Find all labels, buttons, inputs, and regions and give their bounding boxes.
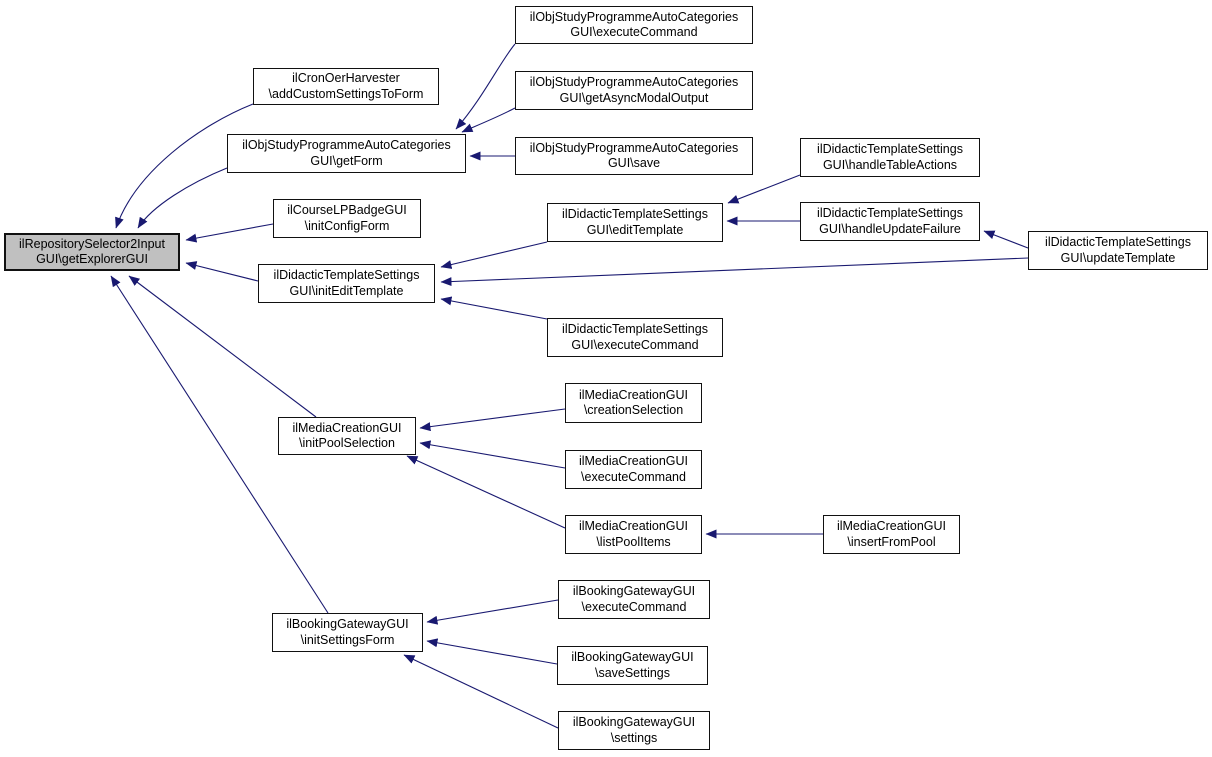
node-dts-executeCommand[interactable] <box>547 318 723 357</box>
node-label-line1: ilBookingGatewayGUI <box>572 715 696 729</box>
node-repo-getExplorerGUI[interactable] <box>4 233 180 271</box>
node-label-line2: GUI\initEditTemplate <box>289 283 404 298</box>
node-label-line1: ilDidacticTemplateSettings <box>562 322 708 336</box>
edge-dts-initEditTemplate-to-repo-getExplorerGUI <box>186 263 258 281</box>
node-bg-saveSettings[interactable] <box>557 646 708 685</box>
node-label-line1: ilObjStudyProgrammeAutoCategories <box>529 9 739 24</box>
node-label-line2: \executeCommand <box>581 469 686 484</box>
node-label-line1: ilObjStudyProgrammeAutoCategories <box>529 75 739 89</box>
node-label-line1: ilMediaCreationGUI <box>292 420 402 435</box>
node-clpb-initConfigForm[interactable] <box>273 199 421 238</box>
node-dts-handleUpdateFailure[interactable] <box>800 202 980 241</box>
node-label-line1: ilMediaCreationGUI <box>578 387 689 402</box>
node-label-line2: GUI\executeCommand <box>571 337 699 352</box>
node-label-line2: GUI\save <box>607 156 661 170</box>
node-label-line1: ilMediaCreationGUI <box>836 519 947 533</box>
node-dts-initEditTemplate[interactable] <box>258 264 435 303</box>
node-label-line2: GUI\updateTemplate <box>1060 250 1176 265</box>
edge-osp-executeCommand-to-osp-getForm <box>456 44 515 129</box>
edge-dts-updateTemplate-to-dts-handleUpdateFailure <box>984 231 1028 248</box>
node-label-line2: GUI\getExplorerGUI <box>36 252 148 266</box>
node-dts-editTemplate[interactable] <box>547 203 723 242</box>
node-bg-settings[interactable] <box>558 711 710 750</box>
node-label-line1: ilDidacticTemplateSettings <box>817 206 963 220</box>
edge-mc-creationSelection-to-mc-initPoolSelection <box>420 409 565 428</box>
edge-bg-settings-to-bg-initSettingsForm <box>404 655 558 728</box>
node-label-line2: GUI\getForm <box>310 153 383 168</box>
node-label-line2: GUI\editTemplate <box>586 222 684 237</box>
node-label-line2: \saveSettings <box>594 665 671 680</box>
node-label-line1: ilDidacticTemplateSettings <box>562 207 708 221</box>
node-label-line1: ilMediaCreationGUI <box>578 519 689 533</box>
node-mc-initPoolSelection[interactable] <box>278 417 416 455</box>
node-label-line1: ilDidacticTemplateSettings <box>1045 235 1191 249</box>
node-mc-listPoolItems[interactable] <box>565 515 702 554</box>
node-osp-getAsyncModalOutput[interactable] <box>515 71 753 110</box>
node-label-line1: ilObjStudyProgrammeAutoCategories <box>242 138 451 152</box>
node-label-line2: \addCustomSettingsToForm <box>268 86 424 101</box>
node-label-line1: ilBookingGatewayGUI <box>286 617 409 631</box>
node-label-line1: ilCronOerHarvester <box>292 71 400 85</box>
node-osp-save[interactable] <box>515 137 753 175</box>
node-label-line1: ilObjStudyProgrammeAutoCategories <box>529 140 739 155</box>
edge-dts-executeCommand-to-dts-initEditTemplate <box>441 299 547 319</box>
node-label-line1: ilDidacticTemplateSettings <box>273 268 420 282</box>
node-label-line1: ilDidacticTemplateSettings <box>817 142 963 156</box>
edge-mc-listPoolItems-to-mc-initPoolSelection <box>407 456 565 528</box>
node-label-line1: ilMediaCreationGUI <box>578 454 689 468</box>
node-label-line2: \initConfigForm <box>304 218 390 233</box>
node-cron-addCustomSettingsToForm[interactable] <box>253 68 439 105</box>
node-label-line2: \settings <box>610 730 658 745</box>
node-bg-initSettingsForm[interactable] <box>272 613 423 652</box>
node-dts-updateTemplate[interactable] <box>1028 231 1208 270</box>
node-mc-executeCommand[interactable] <box>565 450 702 489</box>
node-bg-executeCommand[interactable] <box>558 580 710 619</box>
node-label-line1: ilBookingGatewayGUI <box>571 650 694 664</box>
node-label-line1: ilRepositorySelector2Input <box>19 236 165 251</box>
node-label-line2: GUI\getAsyncModalOutput <box>559 90 709 105</box>
edge-dts-editTemplate-to-dts-initEditTemplate <box>441 242 547 267</box>
edge-mc-executeCommand-to-mc-initPoolSelection <box>420 443 565 468</box>
edge-dts-updateTemplate-to-dts-initEditTemplate <box>441 258 1028 282</box>
node-mc-insertFromPool[interactable] <box>823 515 960 554</box>
node-label-line2: GUI\handleTableActions <box>822 157 958 172</box>
node-label-line2: \creationSelection <box>583 403 684 417</box>
node-label-line2: \listPoolItems <box>596 534 671 549</box>
node-label-line1: ilCourseLPBadgeGUI <box>287 203 407 217</box>
node-label-line2: \initPoolSelection <box>299 436 395 450</box>
node-label-line2: \executeCommand <box>581 599 687 614</box>
edge-bg-executeCommand-to-bg-initSettingsForm <box>427 600 558 622</box>
edge-bg-saveSettings-to-bg-initSettingsForm <box>427 641 557 664</box>
node-mc-creationSelection[interactable] <box>565 383 702 423</box>
node-osp-executeCommand[interactable] <box>515 6 753 44</box>
node-label-line2: \initSettingsForm <box>300 632 395 647</box>
edge-dts-handleTableActions-to-dts-editTemplate <box>728 175 800 203</box>
node-label-line1: ilBookingGatewayGUI <box>572 584 696 598</box>
edge-osp-getForm-to-repo-getExplorerGUI <box>138 168 227 228</box>
node-osp-getForm[interactable] <box>227 134 466 173</box>
node-dts-handleTableActions[interactable] <box>800 138 980 177</box>
node-label-line2: GUI\handleUpdateFailure <box>819 221 961 236</box>
node-label-line2: \insertFromPool <box>847 534 936 549</box>
node-label-line2: GUI\executeCommand <box>570 25 698 39</box>
edge-clpb-initConfigForm-to-repo-getExplorerGUI <box>186 224 273 240</box>
